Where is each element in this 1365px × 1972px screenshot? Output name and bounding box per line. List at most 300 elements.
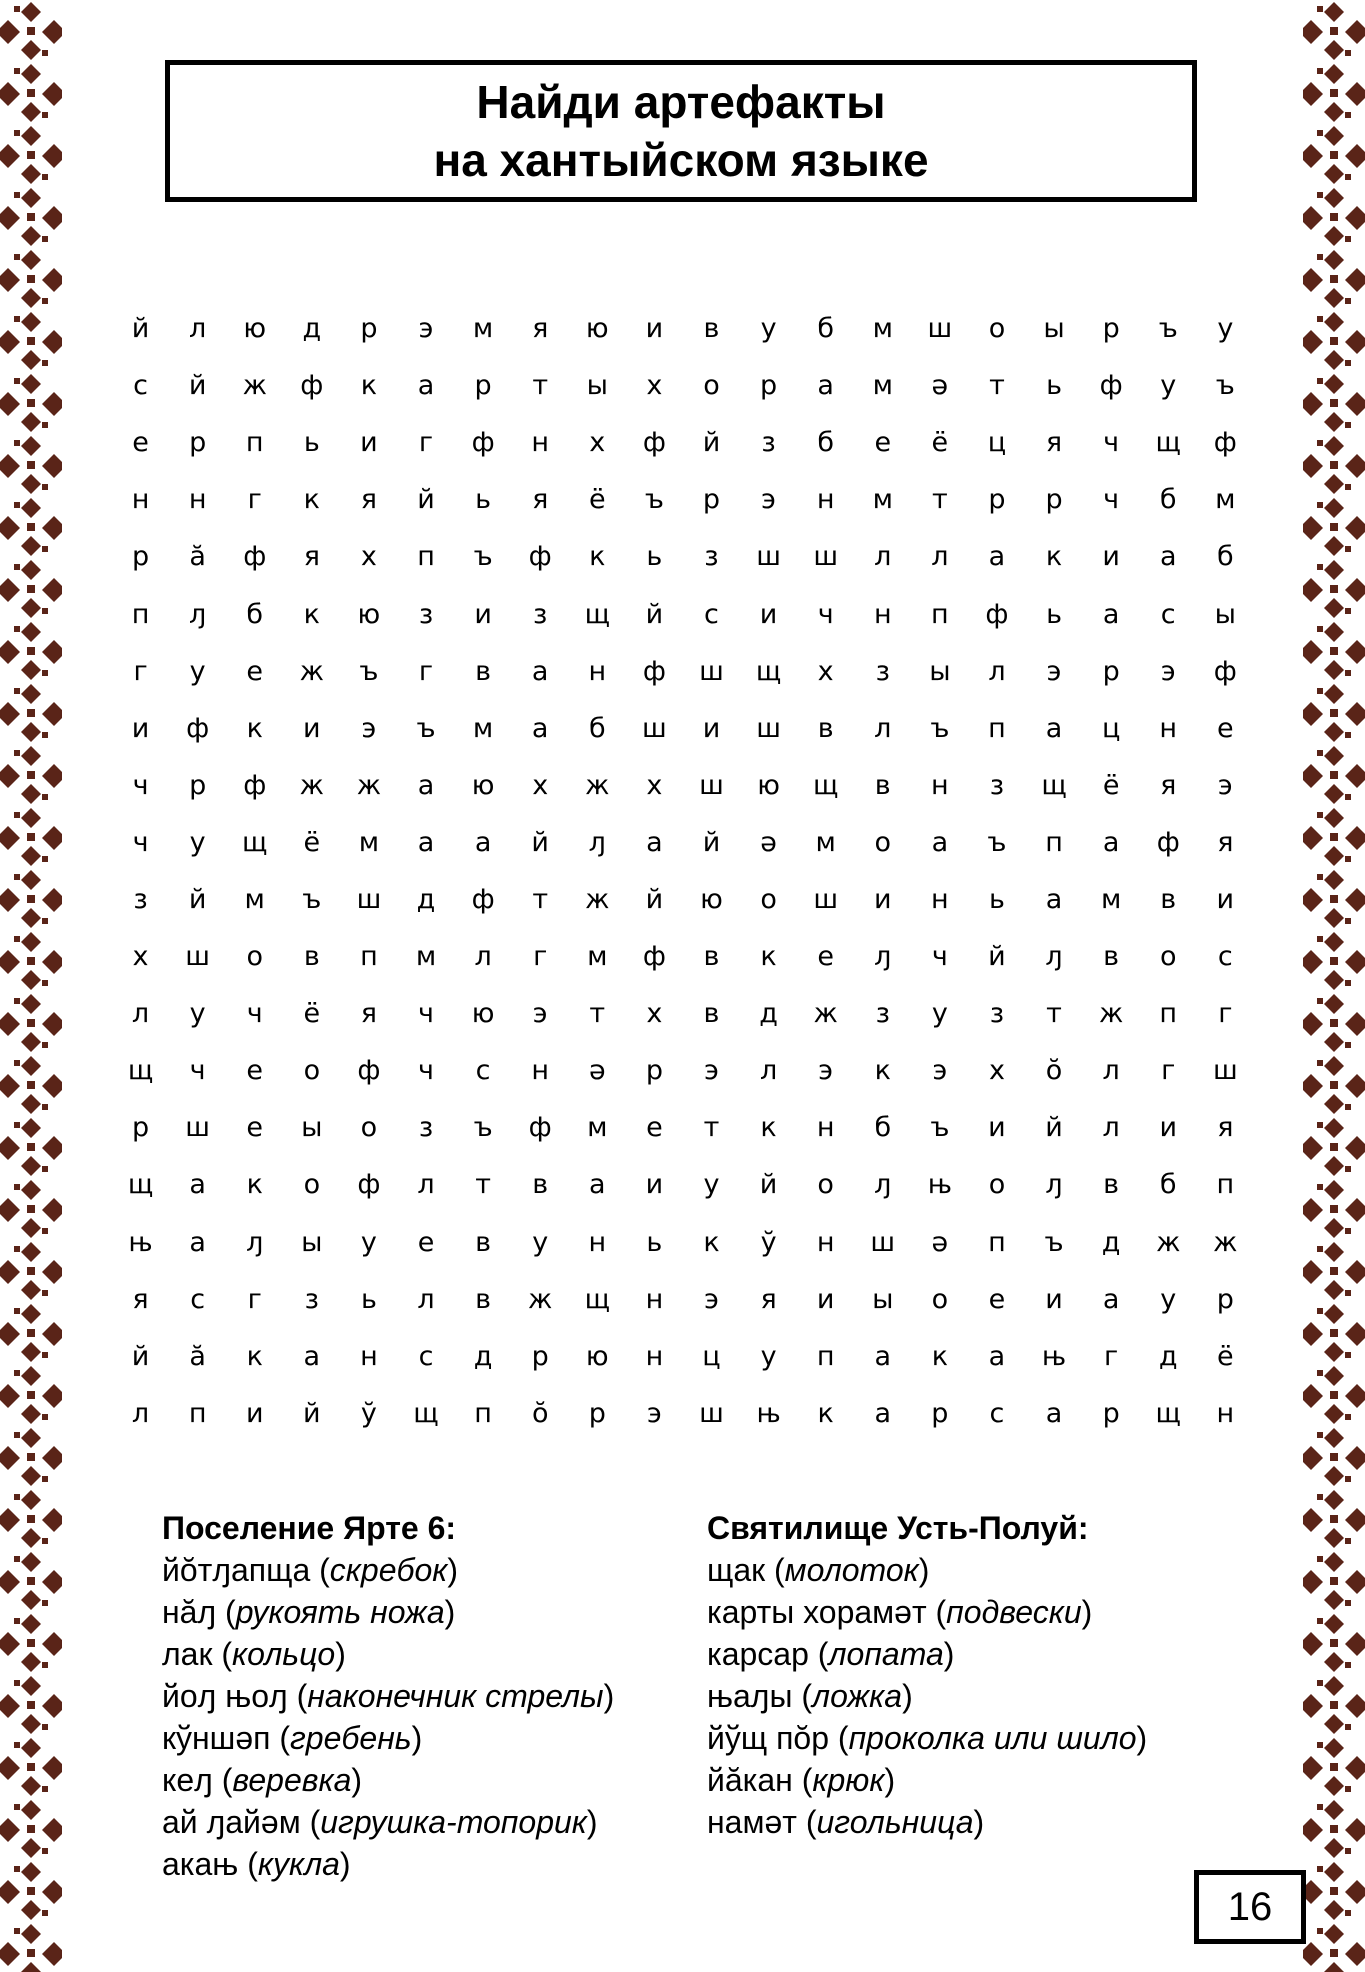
grid-letter: м	[872, 313, 893, 345]
grid-letter: и	[645, 1169, 664, 1201]
grid-letter: и	[131, 712, 150, 744]
artifact-list-item: йӑкан (крюк)	[707, 1762, 896, 1798]
grid-letter: э	[646, 1397, 662, 1429]
grid-letter: ԓ	[246, 1226, 264, 1258]
grid-letter: ж	[1156, 1226, 1181, 1258]
grid-letter: л	[417, 1169, 435, 1201]
grid-letter: ь	[360, 1283, 377, 1315]
grid-letter: ё	[1102, 769, 1120, 801]
grid-letter: в	[475, 1283, 492, 1315]
grid-letter: ъ	[359, 655, 379, 687]
grid-letter: о	[703, 370, 720, 402]
grid-letter: у	[360, 1226, 377, 1258]
grid-letter: в	[874, 769, 891, 801]
grid-letter: к	[931, 1340, 949, 1372]
grid-letter: л	[1102, 1055, 1120, 1087]
grid-letter: ы	[586, 370, 608, 402]
grid-letter: ԓ	[1045, 941, 1063, 973]
grid-letter: н	[1216, 1397, 1235, 1429]
grid-letter: л	[1102, 1112, 1120, 1144]
grid-letter: х	[988, 1055, 1005, 1087]
artifact-list-item: карсар (лопата)	[707, 1636, 955, 1672]
grid-letter: ъ	[302, 883, 322, 915]
grid-letter: ф	[642, 941, 666, 973]
grid-letter: й	[131, 313, 150, 345]
grid-letter: э	[1046, 655, 1062, 687]
grid-letter: п	[931, 598, 949, 630]
grid-letter: м	[244, 883, 265, 915]
grid-letter: ф	[1156, 826, 1180, 858]
grid-letter: к	[760, 1112, 777, 1144]
grid-letter: с	[704, 598, 719, 630]
grid-letter: т	[703, 1112, 720, 1144]
artifact-word: акањ	[162, 1846, 239, 1882]
grid-letter: ш	[1212, 1055, 1238, 1087]
grid-letter: ъ	[930, 712, 950, 744]
grid-letter: х	[589, 427, 606, 459]
grid-letter: ю	[757, 769, 780, 801]
artifact-translation: лопата	[828, 1636, 944, 1672]
grid-letter: и	[1159, 1112, 1178, 1144]
grid-letter: д	[759, 998, 778, 1030]
artifact-list-item: нӑԓ (рукоять ножа)	[162, 1594, 456, 1630]
grid-letter: я	[760, 1283, 777, 1315]
grid-letter: й	[1045, 1112, 1063, 1144]
grid-letter: р	[1045, 484, 1063, 516]
word-list-settlement	[162, 1507, 614, 1885]
grid-letter: ж	[585, 769, 610, 801]
grid-letter: з	[304, 1283, 319, 1315]
grid-letter: ш	[699, 769, 724, 801]
grid-letter: з	[875, 998, 890, 1030]
grid-letter: ф	[357, 1055, 381, 1087]
grid-letter: у	[1217, 313, 1234, 345]
artifact-translation: кукла	[257, 1846, 340, 1882]
grid-letter: ж	[1213, 1226, 1238, 1258]
grid-letter: ш	[813, 883, 839, 915]
grid-letter: б	[874, 1112, 892, 1144]
title-box	[165, 60, 1197, 202]
artifact-word: нӑԓ	[162, 1594, 217, 1630]
grid-letter: в	[532, 1169, 549, 1201]
artifact-word: щак	[707, 1552, 766, 1588]
artifact-word: йӑкан	[707, 1762, 793, 1798]
grid-letter: з	[989, 998, 1005, 1030]
artifact-list-item: карты хорамәт (подвески)	[707, 1594, 1093, 1630]
grid-letter: з	[418, 1112, 434, 1144]
grid-letter: г	[533, 941, 548, 973]
grid-letter: м	[1215, 484, 1236, 516]
grid-letter: е	[817, 941, 834, 973]
grid-letter: р	[474, 370, 492, 402]
grid-letter: л	[417, 1283, 435, 1315]
artifact-translation: подвески	[946, 1594, 1082, 1630]
grid-letter: л	[759, 1055, 778, 1087]
grid-letter: ч	[418, 1055, 434, 1087]
grid-letter: м	[358, 826, 380, 858]
artifact-word: њаԓы	[707, 1678, 793, 1714]
grid-letter: й	[417, 484, 435, 516]
grid-letter: ы	[1214, 598, 1236, 630]
grid-letter: к	[360, 370, 378, 402]
grid-letter: а	[931, 826, 949, 858]
grid-letter: э	[418, 313, 434, 345]
artifact-translation: молоток	[784, 1552, 919, 1588]
artifact-list-item: йŏтԓапща (скребок)	[162, 1552, 459, 1588]
grid-letter: и	[873, 883, 892, 915]
grid-letter: р	[760, 370, 778, 402]
grid-letter: к	[760, 941, 777, 973]
grid-letter: н	[188, 484, 207, 516]
grid-letter: з	[761, 427, 776, 459]
grid-letter: а	[303, 1340, 321, 1372]
grid-letter: ŏ	[1045, 1055, 1063, 1087]
grid-letter: э	[532, 998, 548, 1030]
grid-letter: й	[702, 427, 721, 459]
grid-letter: а	[1045, 883, 1063, 915]
grid-letter: р	[189, 769, 207, 801]
grid-letter: ё	[931, 427, 949, 459]
grid-letter: ŏ	[531, 1397, 549, 1429]
artifact-translation: рукоять ножа	[235, 1594, 445, 1630]
grid-letter: щ	[755, 655, 782, 687]
grid-letter: л	[874, 712, 892, 744]
grid-letter: ё	[303, 826, 321, 858]
grid-letter: а	[1102, 1283, 1120, 1315]
grid-letter: и	[303, 712, 321, 744]
grid-letter: ж	[299, 769, 324, 801]
grid-letter: х	[646, 370, 663, 402]
grid-letter: щ	[127, 1055, 154, 1087]
grid-letter: ч	[189, 1055, 206, 1087]
grid-letter: а	[417, 826, 435, 858]
grid-letter: м	[415, 941, 437, 973]
grid-letter: е	[874, 427, 892, 459]
title-line-1: Найди артефакты	[476, 76, 886, 128]
grid-letter: а	[417, 370, 435, 402]
grid-letter: в	[303, 941, 320, 973]
grid-letter: ч	[1103, 484, 1120, 516]
grid-letter: ь	[646, 1226, 663, 1258]
grid-letter: р	[702, 484, 721, 516]
grid-letter: ы	[929, 655, 951, 687]
grid-letter: ъ	[1215, 370, 1235, 402]
grid-letter: ж	[299, 655, 324, 687]
grid-letter: т	[989, 370, 1005, 402]
grid-letter: ә	[931, 370, 949, 402]
grid-letter: ф	[300, 370, 324, 402]
grid-letter: э	[704, 1055, 719, 1087]
grid-letter: ю	[471, 998, 495, 1030]
grid-letter: ж	[242, 370, 267, 402]
grid-letter: ф	[528, 1112, 552, 1144]
grid-letter: ӑ	[189, 1340, 206, 1372]
artifact-word: лак	[162, 1636, 213, 1672]
grid-letter: ԓ	[874, 1169, 892, 1201]
artifact-list-item: намәт (игольница)	[707, 1804, 985, 1840]
grid-letter: ц	[1101, 712, 1121, 744]
grid-letter: п	[188, 1397, 207, 1429]
grid-letter: д	[1158, 1340, 1178, 1372]
grid-letter: о	[931, 1283, 949, 1315]
grid-letter: н	[360, 1340, 378, 1372]
grid-letter: м	[587, 1112, 608, 1144]
grid-letter: л	[474, 941, 492, 973]
grid-letter: ж	[356, 769, 382, 801]
grid-letter: ь	[303, 427, 320, 459]
artifact-list-item: ай ԓайәм (игрушка-топорик)	[162, 1804, 598, 1840]
grid-letter: ф	[243, 769, 267, 801]
grid-letter: в	[1103, 1169, 1120, 1201]
grid-letter: й	[645, 598, 664, 630]
grid-letter: ъ	[473, 541, 493, 573]
grid-letter: й	[759, 1169, 778, 1201]
grid-letter: б	[817, 313, 834, 345]
grid-letter: с	[475, 1055, 491, 1087]
grid-letter: э	[818, 1055, 834, 1087]
grid-letter: х	[132, 941, 149, 973]
grid-letter: з	[989, 769, 1005, 801]
grid-letter: э	[361, 712, 377, 744]
grid-letter: ш	[756, 541, 781, 573]
grid-letter: т	[931, 484, 948, 516]
grid-letter: ж	[1098, 998, 1124, 1030]
grid-letter: ё	[1217, 1340, 1234, 1372]
grid-letter: г	[1161, 1055, 1176, 1087]
grid-letter: п	[1045, 826, 1063, 858]
grid-letter: њ	[128, 1226, 153, 1258]
grid-letter: в	[703, 998, 720, 1030]
grid-letter: с	[190, 1283, 206, 1315]
grid-letter: к	[246, 1169, 263, 1201]
grid-letter: щ	[242, 826, 268, 858]
grid-letter: щ	[584, 1283, 611, 1315]
grid-letter: ч	[931, 941, 948, 973]
grid-letter: п	[360, 941, 378, 973]
grid-letter: ԓ	[189, 598, 207, 630]
grid-letter: ў	[760, 1226, 777, 1258]
grid-letter: и	[474, 598, 492, 630]
grid-letter: ю	[585, 1340, 609, 1372]
grid-letter: н	[931, 769, 949, 801]
artifact-translation: скребок	[329, 1552, 448, 1588]
grid-letter: я	[532, 313, 549, 345]
grid-letter: п	[131, 598, 150, 630]
artifact-word: кўншәп	[162, 1720, 271, 1756]
artifact-list-item: йоԓ њоԓ (наконечник стрелы)	[162, 1678, 615, 1714]
grid-letter: к	[303, 598, 320, 630]
grid-letter: в	[1160, 883, 1177, 915]
grid-letter: у	[1160, 1283, 1177, 1315]
grid-letter: ф	[1213, 427, 1237, 459]
grid-letter: х	[646, 998, 663, 1030]
grid-letter: н	[531, 427, 550, 459]
grid-letter: р	[988, 484, 1006, 516]
grid-letter: п	[1216, 1169, 1235, 1201]
grid-letter: э	[1160, 655, 1176, 687]
grid-letter: ы	[872, 1283, 894, 1315]
grid-letter: б	[246, 598, 264, 630]
grid-letter: н	[131, 484, 150, 516]
grid-letter: й	[303, 1397, 321, 1429]
artifact-translation: гребень	[290, 1720, 412, 1756]
ornament-border-right	[1303, 0, 1365, 1972]
grid-letter: п	[474, 1397, 492, 1429]
grid-letter: ф	[471, 427, 495, 459]
grid-letter: п	[245, 427, 264, 459]
artifact-word: карсар	[707, 1636, 809, 1672]
grid-letter: р	[131, 1112, 150, 1144]
grid-letter: ъ	[416, 712, 436, 744]
grid-letter: з	[875, 655, 890, 687]
grid-letter: и	[702, 712, 721, 744]
grid-letter: е	[1217, 712, 1234, 744]
grid-letter: е	[246, 1112, 264, 1144]
grid-letter: ә	[588, 1055, 606, 1087]
list-heading-settlement: Поселение Ярте 6:	[162, 1510, 457, 1546]
grid-letter: у	[532, 1226, 549, 1258]
grid-letter: н	[588, 655, 607, 687]
grid-letter: ю	[585, 313, 609, 345]
grid-letter: м	[472, 712, 494, 744]
grid-letter: и	[360, 427, 378, 459]
grid-letter: о	[817, 1169, 834, 1201]
grid-letter: ф	[471, 883, 495, 915]
artifact-translation: игрушка-топорик	[320, 1804, 587, 1840]
grid-letter: д	[416, 883, 436, 915]
grid-letter: ж	[813, 998, 838, 1030]
page-number: 16	[1194, 1870, 1306, 1944]
grid-letter: о	[988, 1169, 1006, 1201]
grid-letter: с	[1217, 941, 1233, 973]
artifact-translation: проколка или шило	[848, 1720, 1137, 1756]
grid-letter: о	[303, 1055, 321, 1087]
grid-letter: я	[360, 998, 378, 1030]
grid-letter: ԓ	[588, 826, 606, 858]
grid-letter: к	[589, 541, 606, 573]
grid-letter: и	[988, 1112, 1006, 1144]
grid-letter: т	[1046, 998, 1062, 1030]
grid-letter: у	[703, 1169, 720, 1201]
grid-letter: т	[532, 370, 549, 402]
grid-letter: ԓ	[1045, 1169, 1063, 1201]
grid-letter: щ	[812, 769, 839, 801]
grid-letter: ё	[588, 484, 606, 516]
grid-letter: э	[1217, 769, 1233, 801]
artifact-translation: крюк	[812, 1762, 885, 1798]
grid-letter: к	[1045, 541, 1063, 573]
artifact-word: йўщ пŏр	[707, 1720, 830, 1756]
grid-letter: р	[1102, 655, 1120, 687]
grid-letter: н	[645, 1283, 664, 1315]
grid-letter: к	[246, 1340, 263, 1372]
grid-letter: у	[760, 313, 777, 345]
word-search-grid	[112, 300, 1254, 1442]
grid-letter: г	[1218, 998, 1233, 1030]
grid-letter: у	[189, 655, 206, 687]
grid-letter: й	[188, 883, 207, 915]
grid-letter: х	[817, 655, 834, 687]
grid-letter: в	[475, 655, 492, 687]
grid-letter: з	[418, 598, 434, 630]
grid-letter: г	[133, 655, 148, 687]
grid-letter: ё	[303, 998, 321, 1030]
grid-letter: ж	[585, 883, 610, 915]
grid-letter: т	[532, 883, 549, 915]
grid-letter: б	[1217, 541, 1234, 573]
grid-letter: ъ	[930, 1112, 950, 1144]
grid-letter: т	[475, 1169, 491, 1201]
grid-letter: и	[1045, 1283, 1063, 1315]
artifact-list-item: йўщ пŏр (проколка или шило)	[707, 1720, 1148, 1756]
grid-letter: ӑ	[189, 541, 206, 573]
grid-letter: г	[418, 655, 434, 687]
artifact-list-item: щак (молоток)	[707, 1552, 930, 1588]
grid-letter: л	[988, 655, 1006, 687]
grid-letter: ш	[185, 1112, 210, 1144]
grid-letter: а	[531, 712, 549, 744]
grid-letter: д	[473, 1340, 493, 1372]
grid-letter: а	[189, 1169, 206, 1201]
artifact-list-item: кеԓ (веревка)	[162, 1762, 363, 1798]
grid-letter: ь	[646, 541, 663, 573]
grid-letter: м	[872, 484, 893, 516]
grid-letter: ф	[985, 598, 1009, 630]
grid-letter: р	[931, 1397, 949, 1429]
grid-letter: о	[246, 941, 263, 973]
grid-letter: м	[472, 313, 494, 345]
artifact-translation: веревка	[232, 1762, 352, 1798]
grid-letter: ж	[528, 1283, 553, 1315]
grid-letter: њ	[927, 1169, 952, 1201]
grid-letter: ш	[870, 1226, 896, 1258]
grid-letter: к	[303, 484, 320, 516]
grid-letter: х	[646, 769, 663, 801]
grid-letter: з	[133, 883, 148, 915]
grid-letter: и	[816, 1283, 835, 1315]
grid-letter: е	[417, 1226, 435, 1258]
grid-letter: я	[1217, 1112, 1234, 1144]
grid-letter: а	[474, 826, 492, 858]
grid-letter: у	[1160, 370, 1177, 402]
grid-letter: я	[532, 484, 549, 516]
list-heading-sanctuary: Святилище Усть-Полуй:	[707, 1510, 1089, 1546]
grid-letter: п	[816, 1340, 835, 1372]
grid-letter: ч	[132, 769, 149, 801]
grid-letter: б	[1159, 1169, 1177, 1201]
grid-letter: а	[1102, 598, 1120, 630]
grid-letter: ш	[813, 541, 839, 573]
grid-letter: ц	[987, 427, 1007, 459]
grid-letter: ц	[702, 1340, 721, 1372]
grid-letter: а	[1159, 541, 1177, 573]
grid-letter: щ	[127, 1169, 154, 1201]
grid-letter: о	[760, 883, 777, 915]
grid-letter: р	[1102, 1397, 1120, 1429]
grid-letter: а	[417, 769, 435, 801]
grid-letter: к	[246, 712, 263, 744]
grid-letter: и	[759, 598, 778, 630]
grid-letter: й	[188, 370, 207, 402]
grid-letter: ў	[360, 1397, 377, 1429]
grid-letter: ш	[699, 655, 724, 687]
grid-letter: с	[418, 1340, 434, 1372]
grid-letter: р	[531, 1340, 549, 1372]
grid-letter: ч	[817, 598, 834, 630]
grid-letter: а	[589, 1169, 606, 1201]
grid-letter: р	[360, 313, 378, 345]
grid-letter: щ	[584, 598, 611, 630]
